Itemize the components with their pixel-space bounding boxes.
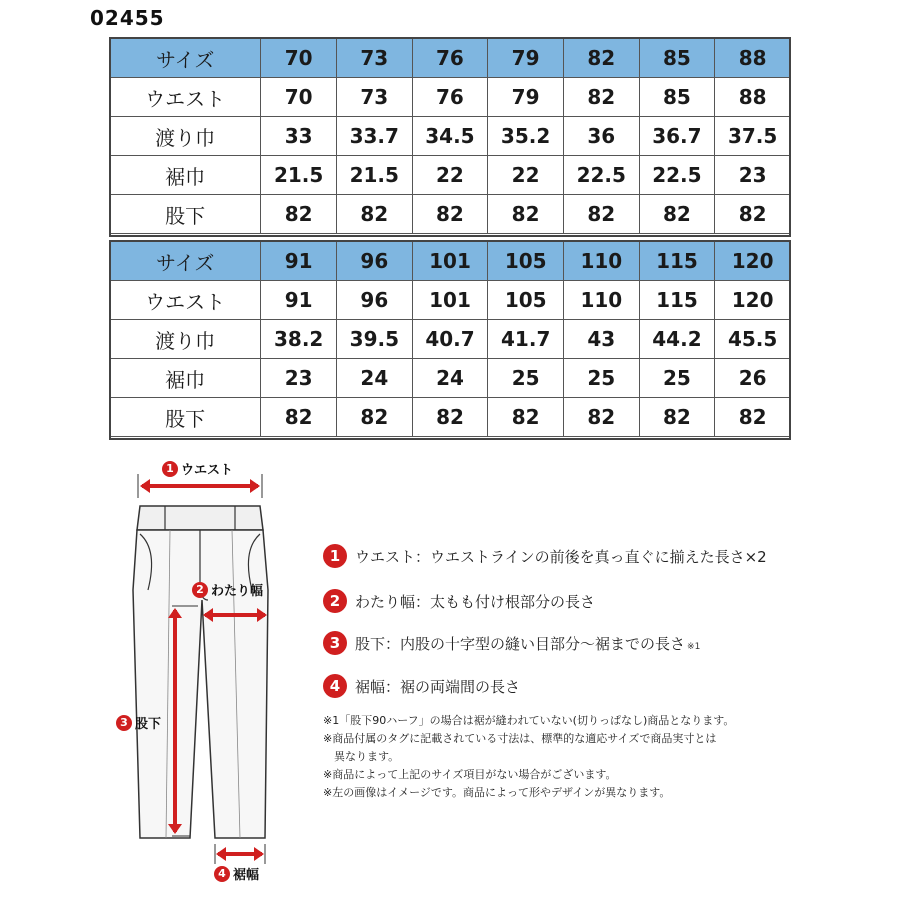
size-table-1-cell: 82 (639, 195, 715, 234)
size-table-1-body (110, 39, 791, 234)
size-table-2-cell: 24 (412, 359, 488, 398)
size-table-1-cell: 33 (261, 117, 337, 156)
badge-1: 1 (162, 461, 178, 477)
size-table-1-cell: 22 (412, 156, 488, 195)
badge-2: 2 (192, 582, 208, 598)
size-table-2-cell: 39.5 (337, 320, 413, 359)
size-table-2-cell: 105 (488, 281, 564, 320)
size-table-2-cell: 23 (261, 359, 337, 398)
size-table-2-cell: 25 (564, 359, 640, 398)
size-table-2-row (110, 242, 791, 281)
size-table-1-cell: 85 (639, 78, 715, 117)
pants-illustration (110, 450, 310, 890)
legend-desc-4: ：裾の両端間の長さ (385, 677, 521, 696)
size-table-2-cell: 41.7 (488, 320, 564, 359)
size-table-1-cell: 34.5 (412, 117, 488, 156)
legend-item-inseam (323, 631, 700, 655)
size-table-1-row-label: ウエスト (110, 78, 261, 117)
size-table-1-row (110, 195, 791, 234)
size-table-2 (109, 241, 791, 437)
legend-item-waist (323, 544, 767, 568)
size-table-2-cell: 115 (639, 242, 715, 281)
size-table-2-cell: 101 (412, 281, 488, 320)
legend-desc-3: ：内股の十字型の縫い目部分～裾までの長さ (385, 634, 686, 653)
size-table-2-cell: 82 (412, 398, 488, 437)
size-table-2-cell: 82 (261, 398, 337, 437)
size-table-2-row (110, 281, 791, 320)
note-3: ※商品によって上記のサイズ項目がない場合がございます。 (323, 768, 617, 781)
diagram-label-hem (214, 864, 259, 883)
legend-label-1: ウエスト (355, 547, 416, 566)
size-table-1-cell: 35.2 (488, 117, 564, 156)
waistband-shape (137, 506, 263, 530)
size-table-1-row-label: 裾巾 (110, 156, 261, 195)
size-table-2-cell: 91 (261, 242, 337, 281)
size-table-1-cell: 21.5 (261, 156, 337, 195)
size-table-1-cell: 82 (336, 195, 412, 234)
size-table-1-row (110, 39, 791, 78)
size-table-2-row-label: ウエスト (110, 281, 261, 320)
badge-3: 3 (116, 715, 132, 731)
size-table-2-cell: 38.2 (261, 320, 337, 359)
size-table-1-row (110, 156, 791, 195)
size-table-1-cell: 82 (412, 195, 488, 234)
note-2a: ※商品付属のタグに記載されている寸法は、標準的な適応サイズで商品実寸とは (323, 732, 717, 745)
size-table-2-row-label: サイズ (110, 242, 261, 281)
note-4: ※左の画像はイメージです。商品によって形やデザインが異なります。 (323, 786, 671, 799)
size-table-2-cell: 105 (488, 242, 564, 281)
size-table-1-row-label: 渡り巾 (110, 117, 261, 156)
waist-arrow-left (140, 479, 150, 493)
badge-4: 4 (214, 866, 230, 882)
size-table-2-cell: 115 (639, 281, 715, 320)
hem-arrow-left (216, 847, 226, 861)
size-table-1-cell: 70 (261, 78, 337, 117)
size-table-2-cell: 82 (564, 398, 640, 437)
note-2b: 異なります。 (334, 750, 400, 763)
legend-badge-2: 2 (323, 589, 347, 613)
size-table-1-cell: 22.5 (563, 156, 639, 195)
size-table-2-cell: 110 (564, 281, 640, 320)
product-code: 02455 (90, 6, 165, 30)
size-table-2-cell: 82 (639, 398, 715, 437)
diagram-label-thigh-text: わたり幅 (211, 584, 264, 599)
size-table-2-cell: 45.5 (715, 320, 791, 359)
size-table-1-cell: 88 (715, 39, 791, 78)
size-table-2-cell: 101 (412, 242, 488, 281)
legend-note-ref-3: ※1 (687, 641, 701, 652)
size-table-1-cell: 82 (488, 195, 564, 234)
diagram-label-inseam-text: 股下 (135, 717, 162, 732)
size-table-1-cell: 82 (563, 78, 639, 117)
size-table-1-cell: 21.5 (336, 156, 412, 195)
size-table-1-cell: 85 (639, 39, 715, 78)
size-table-1-cell: 22 (488, 156, 564, 195)
size-table-2-row (110, 398, 791, 437)
size-table-1-cell: 36 (563, 117, 639, 156)
size-table-2-row-label: 裾巾 (110, 359, 261, 398)
size-table-1-cell: 36.7 (639, 117, 715, 156)
size-table-2-cell: 120 (715, 281, 791, 320)
size-table-2-cell: 25 (639, 359, 715, 398)
size-table-2-row-label: 渡り巾 (110, 320, 261, 359)
size-table-2-row (110, 359, 791, 398)
size-table-2-cell: 91 (261, 281, 337, 320)
notes-block (323, 712, 793, 802)
diagram-label-inseam (116, 713, 161, 732)
size-table-2-cell: 82 (337, 398, 413, 437)
size-table-1-cell: 76 (412, 39, 488, 78)
legend-item-thigh (323, 589, 595, 613)
hem-arrow-right (254, 847, 264, 861)
size-table-1-cell: 82 (563, 39, 639, 78)
size-table-1-cell: 73 (336, 78, 412, 117)
size-table-2-cell: 26 (715, 359, 791, 398)
waist-arrow-right (250, 479, 260, 493)
size-table-2-cell: 82 (715, 398, 791, 437)
size-table-1-row (110, 78, 791, 117)
diagram-label-waist-text: ウエスト (181, 463, 234, 478)
size-table-2-cell: 44.2 (639, 320, 715, 359)
size-table-2-cell: 120 (715, 242, 791, 281)
size-table-1-cell: 70 (261, 39, 337, 78)
size-table-2-row (110, 320, 791, 359)
size-table-1-row (110, 117, 791, 156)
size-table-2-cell: 82 (488, 398, 564, 437)
size-table-1-cell: 23 (715, 156, 791, 195)
size-table-1-cell: 82 (715, 195, 791, 234)
size-table-2-body (110, 242, 791, 437)
legend-label-2: わたり幅 (355, 592, 416, 611)
size-table-2-cell: 96 (337, 281, 413, 320)
size-table-1-row-label: サイズ (110, 39, 261, 78)
legend-badge-1: 1 (323, 544, 347, 568)
legend-desc-1: ：ウエストラインの前後を真っ直ぐに揃えた長さ×2 (415, 547, 767, 566)
size-table-1-cell: 82 (261, 195, 337, 234)
size-table-2-cell: 96 (337, 242, 413, 281)
size-table-1-cell: 88 (715, 78, 791, 117)
size-table-1-cell: 73 (336, 39, 412, 78)
size-table-2-cell: 25 (488, 359, 564, 398)
note-1: ※1「股下90ハーフ」の場合は裾が縫われていない(切りっぱなし)商品となります。 (323, 714, 735, 727)
pants-diagram (110, 450, 310, 890)
legend-label-4: 裾幅 (355, 677, 386, 696)
size-table-1 (109, 38, 791, 234)
size-table-1-cell: 79 (488, 39, 564, 78)
diagram-label-hem-text: 裾幅 (233, 868, 260, 883)
size-table-1-cell: 79 (488, 78, 564, 117)
size-table-1-row-label: 股下 (110, 195, 261, 234)
size-table-2-cell: 24 (337, 359, 413, 398)
size-table-2-cell: 110 (564, 242, 640, 281)
size-table-1-cell: 22.5 (639, 156, 715, 195)
size-table-1-cell: 76 (412, 78, 488, 117)
legend-item-hem (323, 674, 520, 698)
size-table-1-cell: 37.5 (715, 117, 791, 156)
legend-badge-3: 3 (323, 631, 347, 655)
diagram-label-thigh (192, 580, 263, 599)
legend-desc-2: ：太もも付け根部分の長さ (415, 592, 596, 611)
size-table-2-cell: 43 (564, 320, 640, 359)
size-table-1-cell: 82 (563, 195, 639, 234)
legend-label-3: 股下 (355, 634, 386, 653)
legend-badge-4: 4 (323, 674, 347, 698)
diagram-label-waist (162, 459, 233, 478)
size-table-1-cell: 33.7 (336, 117, 412, 156)
size-table-2-cell: 40.7 (412, 320, 488, 359)
size-table-2-row-label: 股下 (110, 398, 261, 437)
